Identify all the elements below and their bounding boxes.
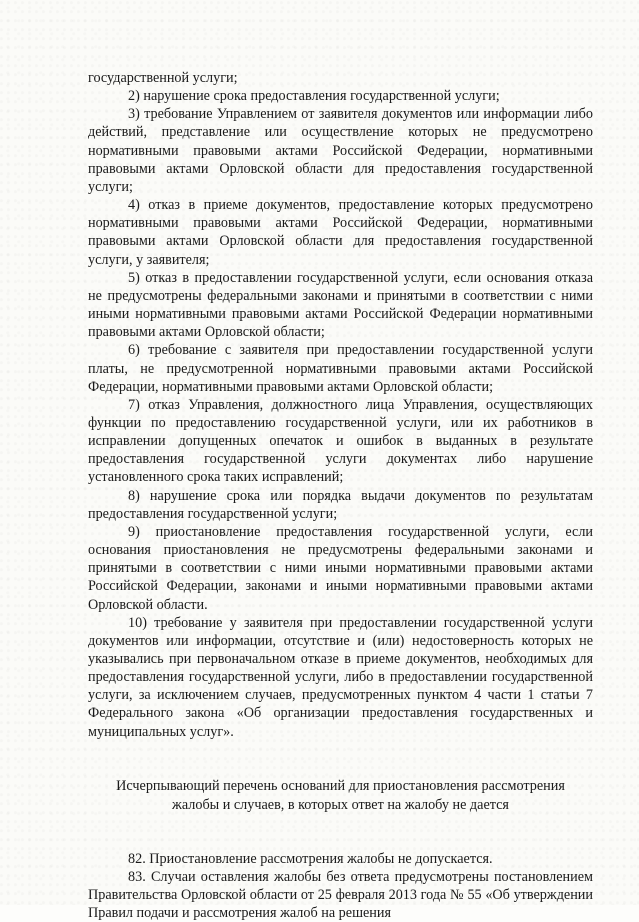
section-heading-line-2: жалобы и случаев, в которых ответ на жалобу не дается [172,796,509,813]
section-heading [98,777,583,815]
paragraph: 3) требование Управлением от заявителя документов или информации либо действий, представление или осуществление которых не предусмотрено нормативными правовыми актами Российской Федерации, нормативными правовыми актами Орловской области для предоставления государственной услуги; [88,106,593,195]
paragraphs-top [88,69,593,741]
paragraph: 8) нарушение срока или порядка выдачи документов по результатам предоставления государственной услуги; [88,487,593,522]
paragraph: 6) требование с заявителя при предоставлении государственной услуги платы, не предусмотренной нормативными правовыми актами Российской Федерации, нормативными правовыми актами Орловской области; [88,342,593,395]
paragraph: 4) отказ в приеме документов, предоставление которых предусмотрено нормативными правовыми актами Российской Федерации, нормативными правовыми актами Орловской области для предоставления государственной услуги, у заявителя; [88,197,593,268]
paragraph: 83. Случаи оставления жалобы без ответа предусмотрены постановлением Правительства Орловской области от 25 февраля 2013 года № 55 «Об утверждении Правил подачи и рассмотрения жалоб на решения [88,868,593,922]
paragraph: 10) требование у заявителя при предоставлении государственной услуги документов или информации, отсутствие и (или) недостоверность которых не указывались при первоначальном отказе в приеме документов, необходимых для предоставления государственной услуги, либо в предоставлении государственной услуги, за исключением случаев, предусмотренных пунктом 4 части 1 статьи 7 Федерального закона «Об организации предоставления государственных и муниципальных услуг». [88,614,593,740]
paragraph: 82. Приостановление рассмотрения жалобы не допускается. [128,850,493,867]
paragraph: 5) отказ в предоставлении государственной услуги, если основания отказа не предусмотрены федеральными законами и принятыми в соответствии с ними иными нормативными правовыми актами Российской Федерации нормативными правовыми актами Орловской области; [88,269,593,341]
document-body [88,69,593,922]
paragraph: 2) нарушение срока предоставления государственной услуги; [128,88,500,105]
paragraphs-bottom [88,850,593,922]
section-heading-line-1: Исчерпывающий перечень оснований для приостановления рассмотрения [116,777,565,794]
paragraph: 9) приостановление предоставления государственной услуги, если основания приостановления не предусмотрены федеральными законами и принятыми в соответствии с ними иными нормативными правовыми актами Российской Федерации, законами и иными нормативными правовыми актами Орловской области. [88,523,593,613]
paragraph: 7) отказ Управления, должностного лица Управления, осуществляющих функции по предоставлению государственной услуги, или их работников в исправлении допущенных опечаток и ошибок в выданных в результате предоставления государственной услуги документах либо нарушение установленного срока таких исправлений; [88,396,593,486]
paragraph: государственной услуги; [88,70,238,86]
